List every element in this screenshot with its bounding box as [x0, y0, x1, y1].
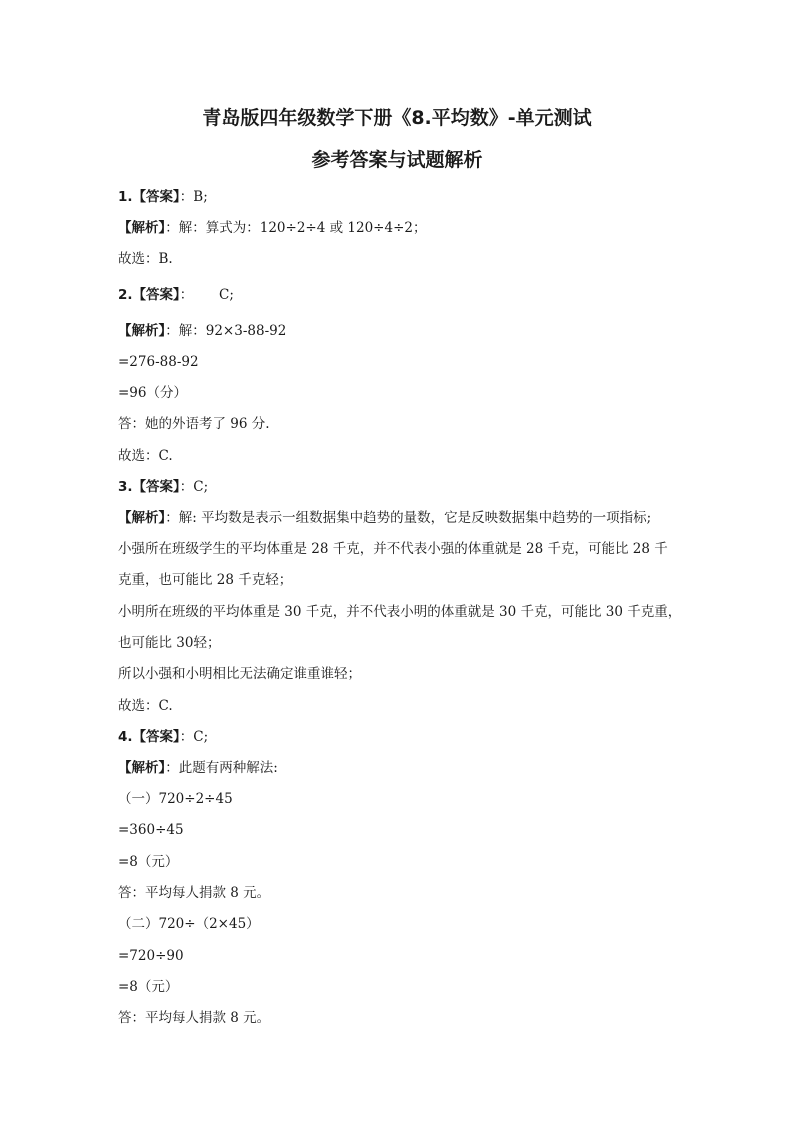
answer-label: 1.【答案】	[118, 189, 180, 205]
analysis-line	[118, 508, 688, 528]
analysis-line: =720÷90	[118, 948, 184, 964]
answer-line-2	[118, 285, 688, 305]
analysis-line: 也可能比 30轻；	[118, 635, 221, 651]
answer-label: 4.【答案】	[118, 729, 180, 745]
analysis-text: ：此题有两种解法:	[165, 760, 278, 776]
analysis-line: （一）720÷2÷45	[118, 791, 233, 807]
answer-line-4	[118, 727, 688, 747]
analysis-text: ：解：算式为：120÷2÷4 或 120÷4÷2；	[165, 220, 427, 236]
analysis-line: 所以小强和小明相比无法确定谁重谁轻；	[118, 666, 361, 682]
analysis-line: =96（分）	[118, 385, 187, 401]
analysis-line	[118, 758, 688, 778]
answer-value: ： C;	[179, 287, 234, 303]
answer-line-3	[118, 477, 688, 497]
analysis-line: =8（元）	[118, 979, 179, 995]
analysis-label: 【解析】	[118, 510, 166, 526]
analysis-line: =8（元）	[118, 854, 179, 870]
analysis-line: =276-88-92	[118, 354, 199, 370]
analysis-line: 克重，也可能比 28 千克轻；	[118, 572, 293, 588]
analysis-line: 答：她的外语考了 96 分.	[118, 416, 270, 432]
document-title: 青岛版四年级数学下册《8.平均数》-单元测试	[202, 107, 592, 129]
analysis-line: 小明所在班级的平均体重是 30 千克，并不代表小明的体重就是 30 千克，可能比 30 千克重，	[118, 604, 682, 620]
answer-label: 3.【答案】	[118, 479, 180, 495]
analysis-line	[118, 218, 688, 238]
answer-value: ：C;	[179, 729, 209, 745]
analysis-text: ：解: 平均数是表示一组数据集中趋势的量数，它是反映数据集中趋势的一项指标;	[165, 510, 652, 526]
analysis-label: 【解析】	[118, 323, 166, 339]
analysis-line: 答：平均每人捐款 8 元。	[118, 885, 271, 901]
analysis-line: 小强所在班级学生的平均体重是 28 千克，并不代表小强的体重就是 28 千克，可能比 28 千	[118, 541, 668, 557]
analysis-line	[118, 321, 688, 341]
analysis-line: 故选：C.	[118, 698, 173, 714]
analysis-line: 故选：C.	[118, 448, 173, 464]
analysis-line: 答：平均每人捐款 8 元。	[118, 1010, 271, 1026]
answer-label: 2.【答案】	[118, 287, 180, 303]
analysis-label: 【解析】	[118, 220, 166, 236]
answer-value: ：B;	[179, 189, 208, 205]
answer-line-1	[118, 187, 688, 207]
answer-value: ：C;	[179, 479, 209, 495]
document-subtitle: 参考答案与试题解析	[311, 149, 483, 171]
analysis-label: 【解析】	[118, 760, 166, 776]
analysis-line: （二）720÷（2×45）	[118, 916, 260, 932]
analysis-line: 故选：B.	[118, 251, 173, 267]
analysis-line: =360÷45	[118, 822, 184, 838]
analysis-text: ：解：92×3-88-92	[165, 323, 287, 339]
